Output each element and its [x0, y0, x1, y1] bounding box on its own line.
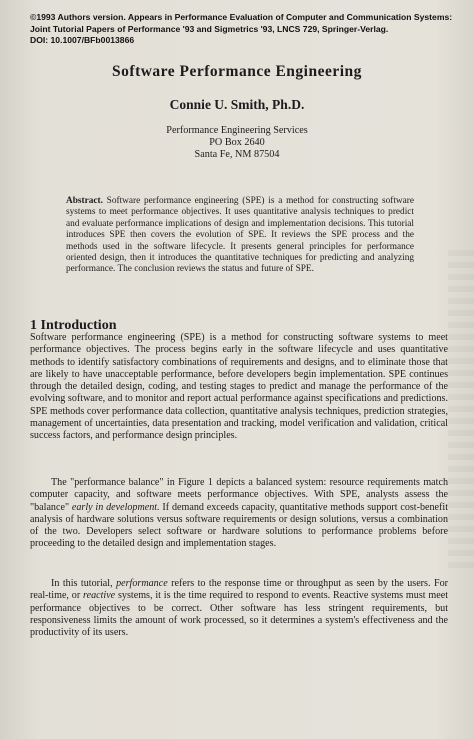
para2-text-a: The "performance balance" in Figure 1 depicts a balanced system: resource requirements match computer capacity, and software meets performance objectives. With SPE, analysts assess the "balance" — [30, 477, 448, 513]
abstract-label: Abstract. — [66, 196, 103, 206]
author-name: Connie U. Smith, Ph.D. — [169, 97, 305, 112]
doi-line: DOI: 10.1007/BFb0013866 — [30, 35, 135, 45]
copyright-notice — [30, 12, 460, 47]
para3-emphasis-performance: performance — [116, 578, 168, 589]
para2-text-b: If demand exceeds capacity, quantitative methods support cost-benefit analysis of hardware solutions versus software requirements or design solutions, versus a combination of the two. Developers select software or hardware solutions to performance problems before proceeding to the detailed design and implementation stages. — [30, 501, 448, 550]
affiliation-city: Santa Fe, NM 87504 — [194, 149, 280, 161]
paper-title: Software Performance Engineering — [112, 63, 362, 80]
abstract-text: Software performance engineering (SPE) is a method for constructing software systems to meet performance objectives. It uses quantitative analysis techniques to predict and evaluate performance implications of design and implementation decisions. This tutorial introduces SPE then covers the evolution of SPE. It reviews the SPE process and the methods used in the software lifecycle. It presents general principles for performance oriented design, then it introduces the quantitative techniques for predicting and analyzing performance. The conclusion reviews the status and future of SPE. — [66, 196, 414, 275]
para2-emphasis: early in development. — [71, 501, 160, 513]
section-heading-introduction: 1 Introduction — [30, 318, 117, 333]
copyright-line-2: Joint Tutorial Papers of Performance '93 and Sigmetrics '93, LNCS 729, Springer-Verlag. — [30, 23, 389, 34]
affiliation-pobox: PO Box 2640 — [209, 137, 265, 149]
para3-text-b: refers to the response time or throughput as seen by the users. For real-time, or — [30, 578, 448, 602]
para3-text-a: In this tutorial, — [51, 578, 117, 589]
intro-paragraph-3 — [30, 578, 448, 639]
abstract — [66, 196, 414, 276]
para3-emphasis-reactive: reactive — [83, 590, 116, 602]
intro-paragraph-2 — [30, 477, 448, 551]
intro-paragraph-1: Software performance engineering (SPE) is a method for constructing software systems to meet performance objectives. The process begins early in the software lifecycle and uses quantitative methods to identify satisfactory combinations of requirements and designs, and to eliminate those that are likely to have unacceptable performance, before developers begin implementation. SPE continues through the detailed design, coding, and testing stages to predict and manage the performance of the evolving software, and to monitor and report actual performance against specifications and predictions. SPE methods cover performance data collection, quantitative analysis techniques, prediction strategies, management of uncertainties, data presentation and tracking, model verification and validation, critical success factors, and performance design principles. — [30, 332, 448, 442]
affiliation — [0, 125, 474, 162]
affiliation-org: Performance Engineering Services — [166, 125, 308, 136]
para3-text-c: systems, it is the time required to respond to events. Reactive systems must meet performance objectives to be correct. Other software has less stringent requirements, but responsiveness limits the amount of work processed, so it determines a system's effectiveness and the productivity of its users. — [30, 590, 449, 639]
copyright-line-1: ©1993 Authors version. Appears in Performance Evaluation of Computer and Communication Systems: — [30, 12, 453, 22]
show-through-shadow — [448, 250, 474, 570]
